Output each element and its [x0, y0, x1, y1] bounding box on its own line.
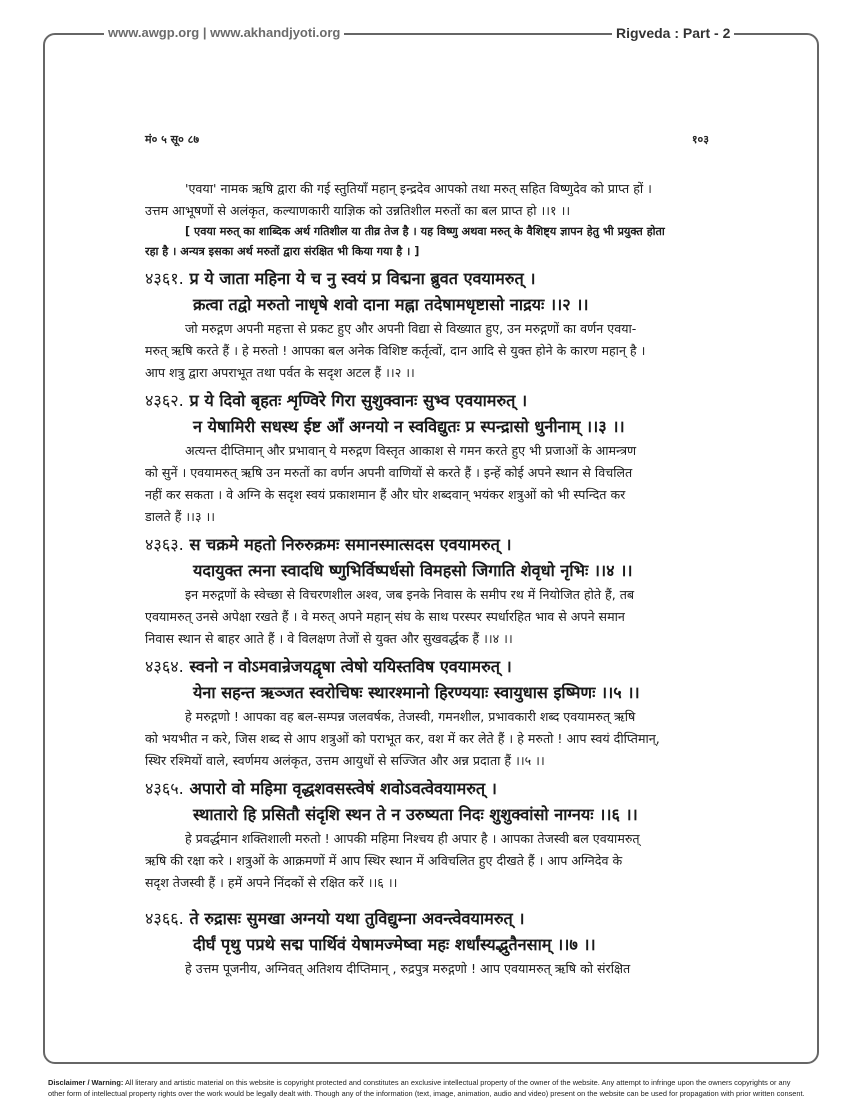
text-line: एवयामरुत् उनसे अपेक्षा रखते हैं । वे मरुत् अपने महान् संघ के साथ परस्पर स्पर्धारहित भाव से अपने समान — [145, 609, 625, 624]
text-line: आप शत्रु द्वारा अपराभूत तथा पर्वत के सदृश अटल हैं ।।२ ।। — [145, 365, 415, 380]
verse-4363 — [145, 532, 709, 650]
mantra-line-2: क्रत्वा तद्वो मरुतो नाधृषे शवो दाना मह्ना तदेषामधृष्टासो नाद्रयः ।।२ ।। — [193, 295, 589, 314]
text-line: को भयभीत न करे, जिस शब्द से आप शत्रुओं को पराभूत कर, वश में कर लेते हैं । हे मरुतो ! आप स्वयं दीप्तिमान्, — [145, 731, 660, 746]
verse-number: ४३६५. — [145, 779, 184, 798]
disclaimer — [48, 1077, 824, 1099]
mantra — [145, 654, 709, 706]
text-line: ऋषि की रक्षा करे । शत्रुओं के आक्रमणों में आप स्थिर स्थान में अविचलित हुए दीखते हैं । आप अग्निदेव के — [145, 853, 623, 868]
mantra-line-2: दीर्घं पृथु पप्रथे सद्म पार्थिवं येषामज्मेष्वा महः शर्धांस्यद्भुतैनसाम् ।।७ ।। — [193, 935, 596, 954]
translation — [145, 706, 709, 772]
translation — [145, 440, 709, 528]
mantra-line-1: स्वनो न वोऽमवान्रेजयद्वृषा त्वेषो ययिस्तविष एवयामरुत् । — [189, 657, 512, 676]
mantra-line-1: प्र ये जाता महिना ये च नु स्वयं प्र विद्मना ब्रुवत एवयामरुत् । — [189, 269, 536, 288]
text-line: रहा है । अन्यत्र इसका अर्थ मरुतों द्वारा संरक्षित भी किया गया है । ] — [145, 245, 420, 258]
verse-number: ४३६१. — [145, 269, 184, 288]
text-line: हे मरुद्गणो ! आपका वह बल-सम्पन्न जलवर्षक, तेजस्वी, गमनशील, प्रभावकारी शब्द एवयामरुत् ऋषि — [185, 709, 636, 724]
text-line: डालते हैं ।।३ ।। — [145, 509, 216, 524]
mantra — [145, 906, 709, 958]
verse-number: ४३६६. — [145, 909, 184, 928]
text-line: को सुनें । एवयामरुत् ऋषि उन मरुतों का वर्णन अपनी वाणियों से करते हैं । इन्हें कोई अपने स्थान से विचलित — [145, 465, 633, 480]
running-head — [145, 132, 709, 148]
verse-4366 — [145, 906, 709, 980]
intro-paragraph — [145, 178, 709, 222]
mantra-line-2: स्थातारो हि प्रसितौ संदृशि स्थन ते न उरुष्यता निदः शुशुक्वांसो नाग्नयः ।।६ ।। — [193, 805, 638, 824]
page-number: १०३ — [691, 133, 709, 146]
mantra — [145, 776, 709, 828]
text-line: इन मरुद्गणों के स्वेच्छा से विचरणशील अश्व, जब इनके निवास के समीप रथ में नियोजित होते हैं, तब — [185, 587, 635, 602]
text-line: 'एवया' नामक ऋषि द्वारा की गई स्तुतियाँ महान् इन्द्रदेव आपको तथा मरुत् सहित विष्णुदेव को प्राप्त हों । — [185, 181, 652, 196]
disclaimer-line-2: other form of intellectual property rights over the work would be legally dealt with. Though any of the information (text, image, animation, audio and video) present on the website can be used for propagation with prior written consent. — [48, 1089, 805, 1098]
mantra-line-2: येना सहन्त ऋञ्जत स्वरोचिषः स्थारश्मानो हिरण्ययाः स्वायुधास इष्मिणः ।।५ ।। — [193, 683, 640, 702]
disclaimer-line-1 — [48, 1077, 824, 1088]
text-line: निवास स्थान से बाहर आते हैं । वे विलक्षण तेजों से युक्त और सुखवर्द्धक हैं ।।४ ।। — [145, 631, 513, 646]
page-content — [145, 132, 709, 980]
mantra — [145, 388, 709, 440]
mantra-line-1: स चक्रमे महतो निरुरुक्रमः समानस्मात्सदस एवयामरुत् । — [189, 535, 512, 554]
bracket-note — [145, 222, 709, 262]
text-line: हे प्रवर्द्धमान शक्तिशाली मरुतो ! आपकी महिमा निश्चय ही अपार है । आपका तेजस्वी बल एवयामरुत् — [185, 831, 640, 846]
mantra-line-1: अपारो वो महिमा वृद्धशवसस्त्वेषं शवोऽवत्वेवयामरुत् । — [189, 779, 497, 798]
section-reference: मं० ५ सू० ८७ — [145, 133, 200, 146]
verse-number: ४३६४. — [145, 657, 184, 676]
mantra-line-1: ते रुद्रासः सुमखा अग्नयो यथा तुविद्युम्ना अवन्त्वेवयामरुत् । — [189, 909, 525, 928]
verse-4361 — [145, 266, 709, 384]
translation — [145, 958, 709, 980]
disclaimer-text: All literary and artistic material on this website is copyright protected and constitutes an exclusive intellectual property of the owner of the website. Any attempt to infringe upon the owners copyrights or any — [123, 1078, 791, 1087]
text-line: स्थिर रश्मियों वाले, स्वर्णमय अलंकृत, उत्तम आयुधों से सज्जित और अन्न प्रदाता हैं ।।५ ।। — [145, 753, 545, 768]
header-site-links[interactable]: www.awgp.org | www.akhandjyoti.org — [104, 24, 344, 42]
mantra — [145, 532, 709, 584]
translation — [145, 318, 709, 384]
verse-4364 — [145, 654, 709, 772]
text-line: [ एवया मरुत् का शाब्दिक अर्थ गतिशील या तीव्र तेज है । यह विष्णु अथवा मरुत् के वैशिष्ट्य ज्ञापन हेतु भी प्रयुक्त होता — [185, 225, 665, 238]
verse-number: ४३६२. — [145, 391, 184, 410]
verse-number: ४३६३. — [145, 535, 184, 554]
mantra-line-1: प्र ये दिवो बृहतः शृण्विरे गिरा सुशुक्वानः सुभ्व एवयामरुत् । — [189, 391, 528, 410]
header-book-title: Rigveda : Part - 2 — [612, 24, 734, 42]
mantra-line-2: न येषामिरी सधस्थ ईष्ट आँ अग्नयो न स्वविद्युतः प्र स्पन्द्रासो धुनीनाम् ।।३ ।। — [193, 417, 625, 436]
translation — [145, 828, 709, 894]
verse-4362 — [145, 388, 709, 528]
disclaimer-label: Disclaimer / Warning: — [48, 1078, 124, 1087]
text-line: सदृश तेजस्वी हैं । हमें अपने निंदकों से रक्षित करें ।।६ ।। — [145, 875, 398, 890]
text-line: अत्यन्त दीप्तिमान् और प्रभावान् ये मरुद्गण विस्तृत आकाश से गमन करते हुए भी प्रजाओं के आमन्त्रण — [185, 443, 637, 458]
text-line: हे उत्तम पूजनीय, अग्निवत् अतिशय दीप्तिमान् , रुद्रपुत्र मरुद्गणो ! आप एवयामरुत् ऋषि को संरक्षित — [185, 961, 631, 976]
text-line: उत्तम आभूषणों से अलंकृत, कल्याणकारी याज्ञिक को उन्नतिशील मरुतों का बल प्राप्त हो ।।१ ।। — [145, 203, 571, 218]
mantra — [145, 266, 709, 318]
verse-4365 — [145, 776, 709, 894]
text-line: जो मरुद्गण अपनी महत्ता से प्रकट हुए और अपनी विद्या से विख्यात हुए, उन मरुद्गणों का वर्णन एवया- — [185, 321, 637, 336]
translation — [145, 584, 709, 650]
mantra-line-2: यदायुक्त त्मना स्वादधि ष्णुभिर्विष्पर्धसो विमहसो जिगाति शेवृधो नृभिः ।।४ ।। — [193, 561, 633, 580]
text-line: मरुत् ऋषि करते हैं । हे मरुतो ! आपका बल अनेक विशिष्ट कर्तृत्वों, दान आदि से युक्त होने के कारण महान् है । — [145, 343, 646, 358]
text-line: नहीं कर सकता । वे अग्नि के सदृश स्वयं प्रकाशमान हैं और घोर शब्दवान् भयंकर शत्रुओं को भी स्पन्दित कर — [145, 487, 626, 502]
